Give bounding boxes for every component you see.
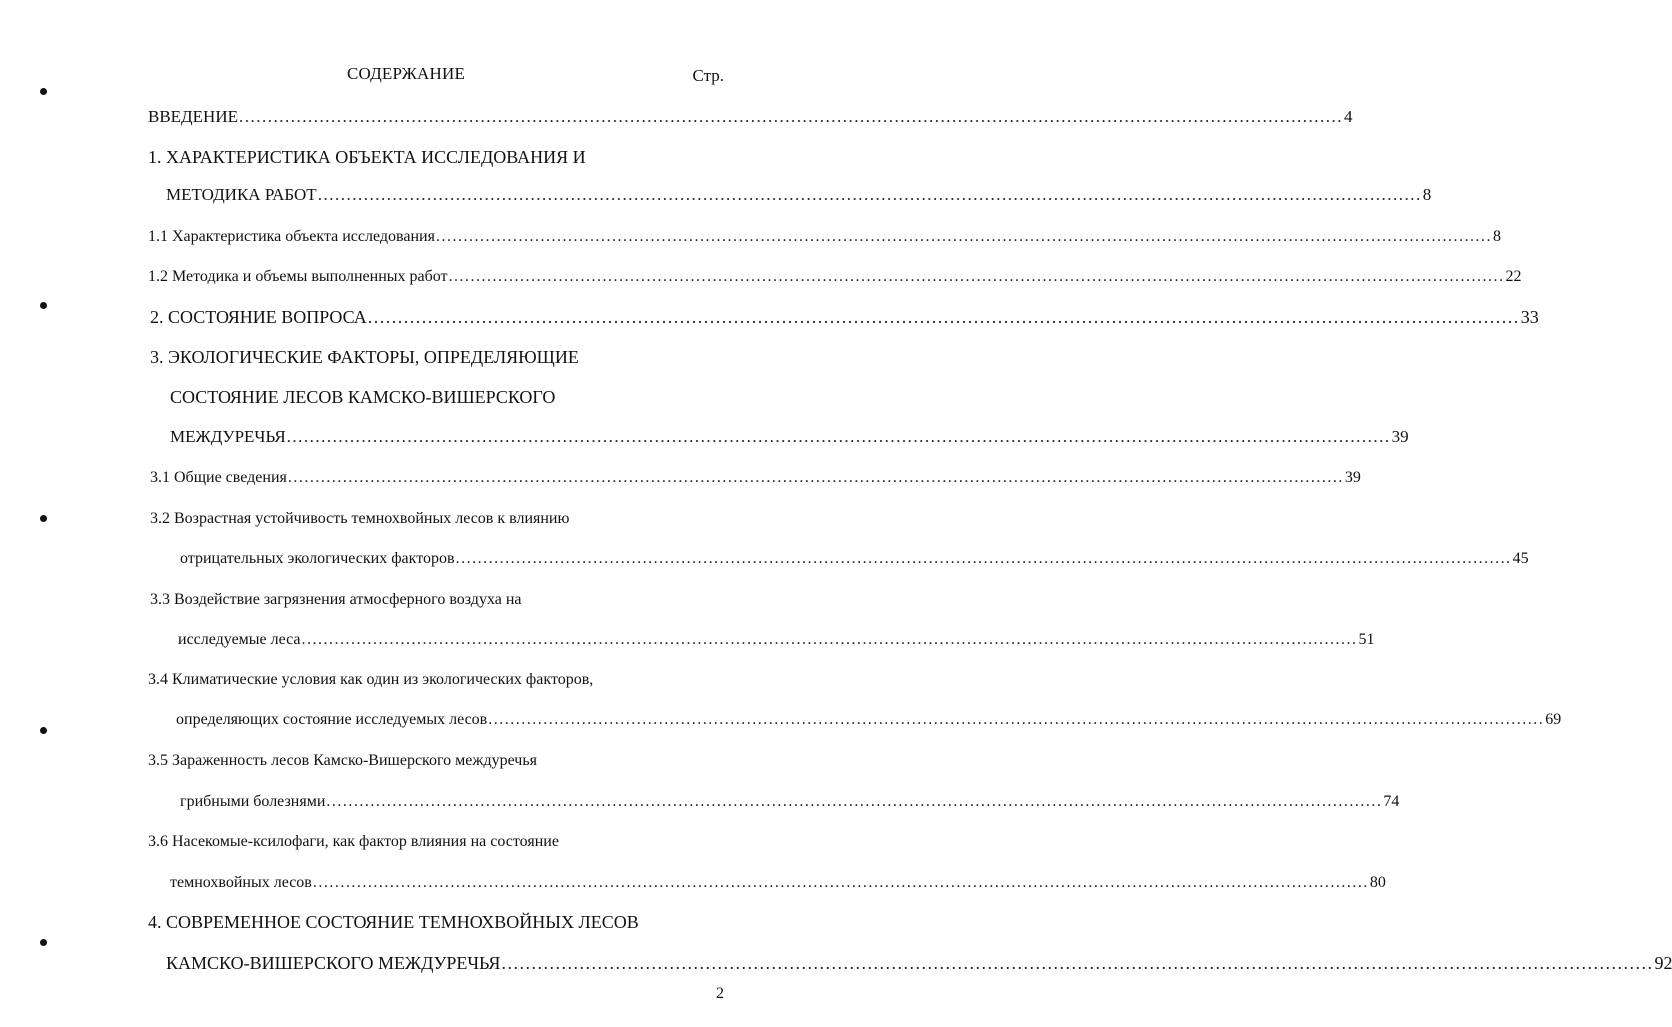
toc-entry-page: 8: [1492, 228, 1501, 245]
toc-entry-s3-6-line2: [170, 873, 1386, 893]
toc-entry-page: 51: [1358, 631, 1375, 648]
toc-entry-title: МЕЖДУРЕЧЬЯ: [170, 427, 286, 446]
toc-entry-ch1-line2: [166, 185, 1432, 205]
toc-entry-s3-2-line1: 3.2 Возрастная устойчивость темнохвойных лесов к влиянию: [150, 510, 570, 527]
punch-hole-mark: [40, 727, 47, 734]
toc-leader-dots: ................................................................................................................................................................................................: [435, 228, 1492, 245]
toc-leader-dots: ................................................................................................................................................................................................: [448, 268, 1505, 285]
toc-entry-page: 33: [1520, 307, 1539, 327]
punch-hole-mark: [40, 302, 47, 309]
toc-entry-s3-6-line1: 3.6 Насекомые-ксилофаги, как фактор влияния на состояние: [148, 833, 559, 850]
toc-entry-title: ВВЕДЕНИЕ: [148, 107, 238, 126]
toc-entry-ch3-line1: 3. ЭКОЛОГИЧЕСКИЕ ФАКТОРЫ, ОПРЕДЕЛЯЮЩИЕ: [150, 347, 579, 367]
toc-leader-dots: ................................................................................................................................................................................................: [286, 427, 1391, 446]
toc-entry-page: 69: [1545, 711, 1562, 728]
toc-entry-title: темнохвойных лесов: [170, 874, 312, 891]
toc-entry-title: 1.1 Характеристика объекта исследования: [148, 228, 435, 245]
toc-entry-ch4-line1: 4. СОВРЕМЕННОЕ СОСТОЯНИЕ ТЕМНОХВОЙНЫХ ЛЕСОВ: [148, 912, 639, 932]
punch-hole-mark: [40, 515, 47, 522]
toc-entry-s3-5-line1: 3.5 Зараженность лесов Камско-Вишерского междуречья: [148, 752, 538, 769]
toc-heading: СОДЕРЖАНИЕ: [346, 64, 466, 83]
toc-leader-dots: ................................................................................................................................................................................................: [326, 793, 1383, 810]
toc-entry-s3-3-line2: [178, 630, 1375, 650]
toc-entry-intro: [148, 107, 1353, 127]
toc-entry-page: 80: [1369, 874, 1386, 891]
toc-entry-s1-2: [148, 267, 1522, 287]
toc-entry-page: 45: [1512, 550, 1529, 567]
toc-leader-dots: ................................................................................................................................................................................................: [301, 631, 1358, 648]
toc-entry-title: 1.2 Методика и объемы выполненных работ: [148, 268, 448, 285]
toc-entry-title: МЕТОДИКА РАБОТ: [166, 185, 317, 204]
toc-entry-title: отрицательных экологических факторов: [180, 550, 455, 567]
toc-entry-s3-1: [150, 468, 1361, 488]
toc-entry-s3-3-line1: 3.3 Воздействие загрязнения атмосферного воздуха на: [150, 591, 522, 608]
toc-entry-s3-4-line1: 3.4 Климатические условия как один из экологических факторов,: [148, 671, 594, 688]
toc-entry-page: 22: [1505, 268, 1522, 285]
toc-entry-page: 39: [1391, 427, 1409, 446]
toc-entry-page: 8: [1422, 185, 1432, 204]
toc-entry-title: КАМСКО-ВИШЕРСКОГО МЕЖДУРЕЧЬЯ: [166, 953, 501, 973]
page-number: 2: [716, 985, 724, 1002]
toc-leader-dots: ................................................................................................................................................................................................: [455, 550, 1512, 567]
toc-entry-ch4-line2: [166, 953, 1672, 973]
toc-entry-ch1-line1: 1. ХАРАКТЕРИСТИКА ОБЪЕКТА ИССЛЕДОВАНИЯ И: [148, 147, 586, 167]
toc-leader-dots: ................................................................................................................................................................................................: [312, 874, 1369, 891]
toc-leader-dots: ................................................................................................................................................................................................: [238, 107, 1343, 126]
toc-entry-ch3-line3: [170, 427, 1409, 447]
toc-leader-dots: ................................................................................................................................................................................................: [317, 185, 1422, 204]
toc-entry-title: 3.1 Общие сведения: [150, 469, 287, 486]
toc-entry-title: грибными болезнями: [180, 793, 326, 810]
toc-entry-s1-1: [148, 227, 1501, 247]
toc-entry-s3-4-line2: [176, 710, 1562, 730]
toc-leader-dots: ................................................................................................................................................................................................: [367, 307, 1520, 327]
toc-leader-dots: ................................................................................................................................................................................................: [501, 953, 1654, 973]
toc-entry-ch2: [150, 307, 1539, 327]
toc-entry-s3-5-line2: [180, 792, 1400, 812]
toc-leader-dots: ................................................................................................................................................................................................: [287, 469, 1344, 486]
toc-leader-dots: ................................................................................................................................................................................................: [488, 711, 1545, 728]
toc-entry-title: определяющих состояние исследуемых лесов: [176, 711, 488, 728]
toc-entry-page: 4: [1343, 107, 1353, 126]
punch-hole-mark: [40, 939, 47, 946]
page-column-label: Стр.: [692, 66, 724, 85]
punch-hole-mark: [40, 88, 47, 95]
toc-entry-page: 39: [1344, 469, 1361, 486]
toc-entry-page: 92: [1654, 953, 1672, 973]
toc-entry-page: 74: [1383, 793, 1400, 810]
toc-entry-title: исследуемые леса: [178, 631, 301, 648]
toc-entry-title: 2. СОСТОЯНИЕ ВОПРОСА: [150, 307, 367, 327]
toc-entry-ch3-line2: СОСТОЯНИЕ ЛЕСОВ КАМСКО-ВИШЕРСКОГО: [170, 387, 556, 407]
toc-entry-s3-2-line2: [180, 549, 1529, 569]
